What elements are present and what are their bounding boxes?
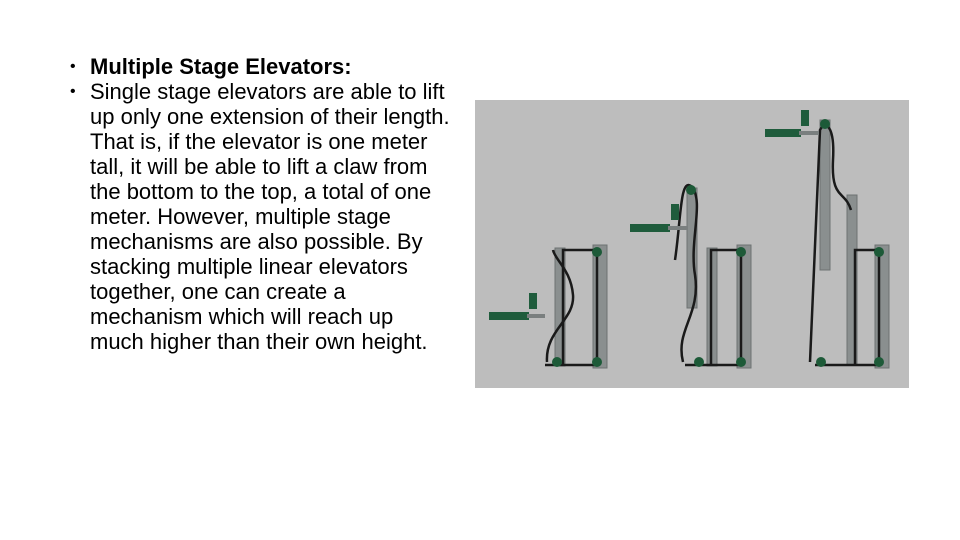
elevator-diagram-image <box>475 100 909 388</box>
bullet-heading-text: Multiple Stage Elevators: <box>90 54 352 79</box>
bullet-body-text: Single stage elevators are able to lift up only one extension of their length. That is, if the elevator is one meter tall, it will be able to lift a claw from the bottom to the top, a total of one meter. However, multiple stage mechanisms are also possible. By stacking multiple linear elevators together, one can create a mechanism which will reach up much higher than their own height. <box>90 79 450 354</box>
bullet-marker: • <box>70 83 76 100</box>
bullet-marker: • <box>70 58 76 75</box>
bullet-list <box>70 54 450 354</box>
bullet-item-body <box>70 79 450 354</box>
bullet-item-heading <box>70 54 450 79</box>
elevator-illustration <box>475 100 909 388</box>
